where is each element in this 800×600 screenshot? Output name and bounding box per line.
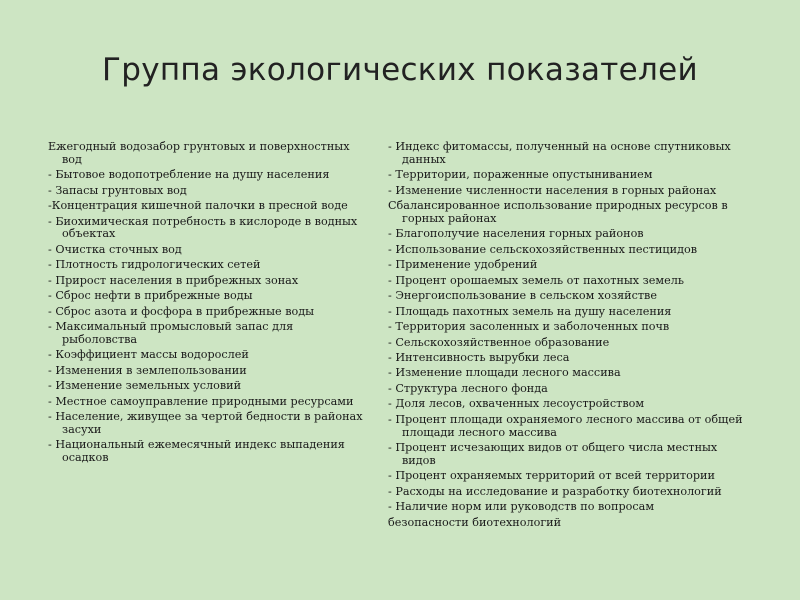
list-item: - Максимальный промысловый запас для рыболовства [48, 320, 294, 346]
list-item: - Применение удобрений [388, 258, 538, 272]
list-item: - Запасы грунтовых вод [48, 183, 187, 197]
list-item: - Территории, пораженные опустыниванием [388, 168, 653, 182]
list-item: - Энергоиспользование в сельском хозяйстве [388, 289, 657, 303]
list-item: - Использование сельскохозяйственных пестицидов [388, 242, 698, 256]
list-item: - Местное самоуправление природными ресурсами [48, 394, 354, 408]
list-item: - Плотность гидрологических сетей [48, 258, 261, 272]
list-item: - Очистка сточных вод [48, 242, 182, 256]
list-item: - Сброс нефти в прибрежные воды [48, 289, 253, 303]
list-item: - Изменение земельных условий [48, 379, 242, 393]
list-item: - Территория засоленных и заболоченных почв [388, 320, 670, 334]
left-indicator-list [48, 141, 363, 467]
list-item: - Сброс азота и фосфора в прибрежные воды [48, 304, 315, 318]
list-item: - Процент орошаемых земель от пахотных земель [388, 273, 684, 287]
slide-title: Группа экологических показателей [102, 52, 698, 88]
list-item: - Процент исчезающих видов от общего числа местных видов [388, 441, 718, 467]
list-item: - Интенсивность вырубки леса [388, 351, 570, 364]
list-item: Ежегодный водозабор грунтовых и поверхностных вод [48, 140, 350, 166]
list-item: - Бытовое водопотребление на душу населения [48, 168, 330, 182]
list-item: - Изменение численности населения в горных районах [388, 183, 717, 197]
list-item: - Прирост населения в прибрежных зонах [48, 273, 299, 287]
list-item: - Процент охраняемых территорий от всей территории [388, 469, 715, 483]
list-item: - Изменение площади лесного массива [388, 366, 621, 380]
list-item: - Биохимическая потребность в кислороде в водных объектах [48, 214, 358, 241]
list-item: - Расходы на исследование и разработку биотехнологий [388, 484, 722, 498]
list-item: - Сельскохозяйственное образование [388, 335, 610, 349]
list-item: - Изменения в землепользовании [48, 363, 247, 377]
list-item: - Площадь пахотных земель на душу населения [388, 304, 672, 318]
list-item: - Национальный ежемесячный индекс выпадения осадков [48, 438, 345, 464]
list-item: - Население, живущее за чертой бедности в районах засухи [48, 410, 363, 436]
list-item: - Структура лесного фонда [388, 381, 548, 395]
list-item: - Доля лесов, охваченных лесоустройством [388, 397, 645, 411]
list-item: безопасности биотехнологий [388, 515, 562, 529]
right-indicator-list [388, 141, 748, 532]
list-item: - Процент площади охраняемого лесного массива от общей площади лесного массива [388, 412, 743, 439]
list-item: -Концентрация кишечной палочки в пресной воде [48, 199, 348, 213]
list-item: - Наличие норм или руководств по вопросам [388, 500, 655, 514]
list-item: Сбалансированное использование природных ресурсов в горных районах [388, 199, 728, 225]
list-item: - Индекс фитомассы, полученный на основе спутниковых данных [388, 140, 731, 166]
list-item: - Благополучие населения горных районов [388, 227, 644, 241]
list-item: - Коэффициент массы водорослей [48, 348, 249, 362]
